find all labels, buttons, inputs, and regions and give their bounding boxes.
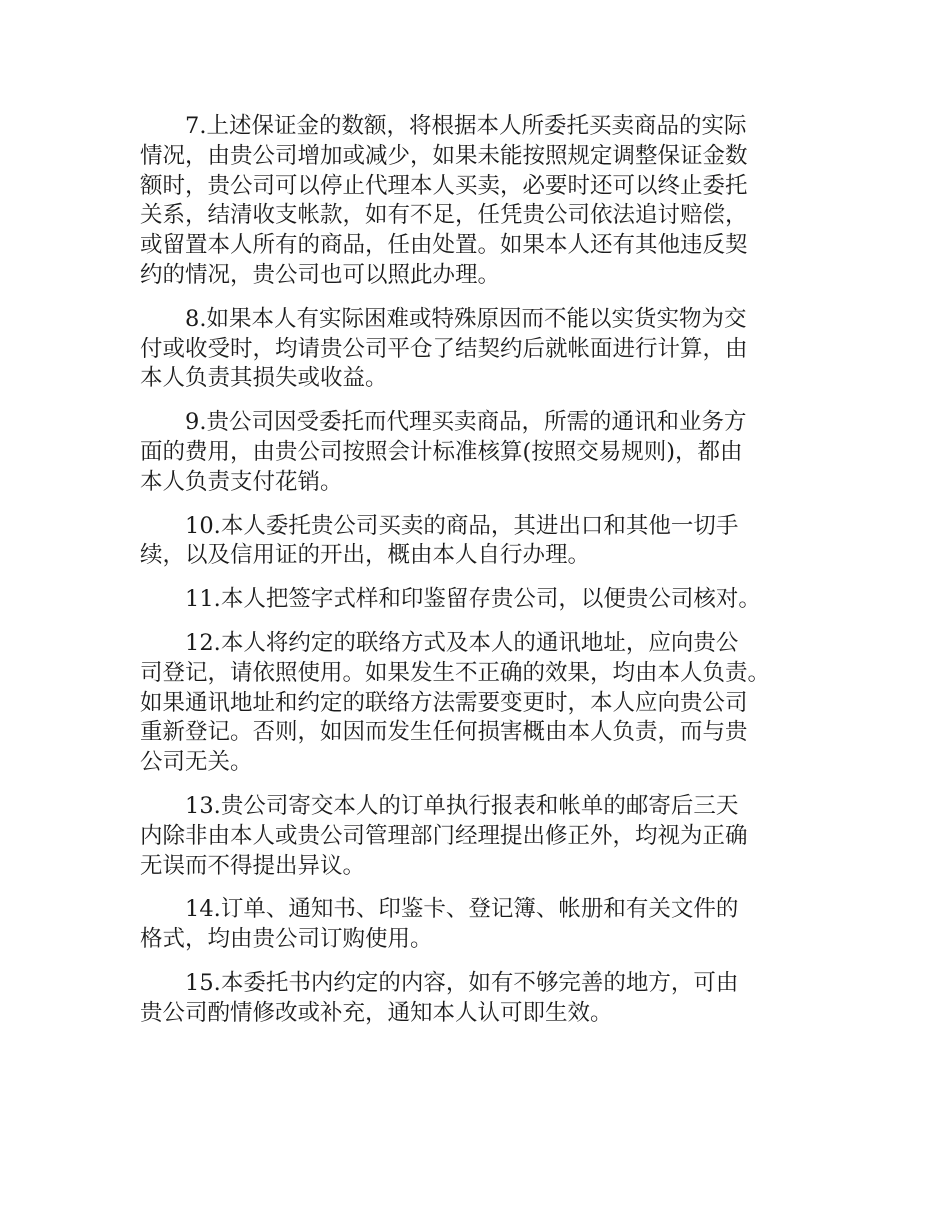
clause-text: 本委托书内约定的内容，如有不够完善的地方，可由 贵公司酌情修改或补充，通知本人认可即生效。 (140, 969, 739, 1026)
clause-text: 订单、通知书、印鉴卡、登记簿、帐册和有关文件的 格式，均由贵公司订购使用。 (140, 896, 739, 953)
clause-15 (140, 969, 830, 1029)
clause-8 (140, 305, 830, 394)
clause-number: 11. (185, 586, 221, 613)
clause-text: 贵公司因受委托而代理买卖商品，所需的通讯和业务方 面的费用，由贵公司按照会计标准核算(按照交易规则)，都由 本人负责支付花销。 (140, 409, 747, 495)
clause-14 (140, 895, 830, 955)
clause-9 (140, 408, 830, 497)
clause-10 (140, 512, 830, 572)
clause-number: 13. (185, 792, 221, 819)
clause-7 (140, 112, 830, 291)
clause-number: 8. (185, 305, 207, 332)
clause-11 (140, 585, 830, 615)
document-page (140, 112, 830, 1043)
clause-number: 14. (185, 896, 221, 923)
clause-text: 本人把签字式样和印鉴留存贵公司，以便贵公司核对。 (220, 586, 761, 613)
clause-12 (140, 629, 830, 778)
clause-number: 7. (185, 113, 207, 139)
clause-text: 如果本人有实际困难或特殊原因而不能以实货实物为交 付或收受时，均请贵公司平仓了结契约后就帐面进行计算，由 本人负责其损失或收益。 (140, 305, 748, 392)
clause-number: 9. (185, 409, 207, 436)
clause-13 (140, 792, 830, 881)
clause-number: 12. (185, 629, 221, 656)
clause-text: 贵公司寄交本人的订单执行报表和帐单的邮寄后三天 内除非由本人或贵公司管理部门经理提出修正外，均视为正确 无误而不得提出异议。 (140, 792, 748, 879)
clause-text: 本人将约定的联络方式及本人的通讯地址，应向贵公 司登记，请依照使用。如果发生不正确的效果，均由本人负责。 如果通讯地址和约定的联络方法需要变更时，本人应向贵公司 重新登记。否则，如因而发生任何损害概由本人负责，而与贵 公司无关。 (140, 629, 771, 776)
clause-text: 本人委托贵公司买卖的商品，其进出口和其他一切手 续，以及信用证的开出，概由本人自行办理。 (140, 512, 739, 569)
clause-number: 10. (185, 512, 221, 539)
clause-text: 上述保证金的数额，将根据本人所委托买卖商品的实际 情况，由贵公司增加或减少，如果未能按照规定调整保证金数 额时，贵公司可以停止代理本人买卖，必要时还可以终止委托 关系，结清收支帐款，如有不足，任凭贵公司依法追讨赔偿， 或留置本人所有的商品，任由处置。如果本人还有其他违反契 约的情况，贵公司也可以照此办理。 (140, 113, 748, 288)
clause-number: 15. (185, 969, 221, 996)
